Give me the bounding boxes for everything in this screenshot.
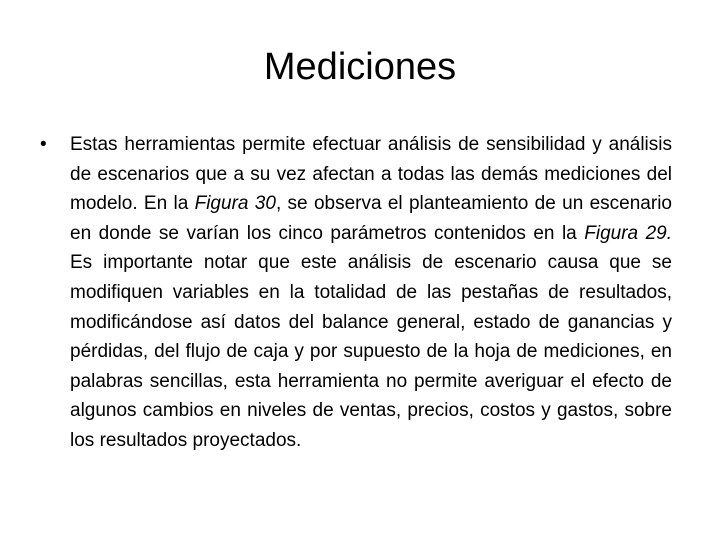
bullet-marker: •	[40, 134, 47, 155]
bullet-item	[40, 130, 672, 456]
bullet-text-part-3: Es importante notar que este análisis de escenario causa que se modifiquen variables en la totalidad de las pestañas de resultados, modificándose así datos del balance general, estado de ganancias y pérdidas, del flujo de caja y por supuesto de la hoja de mediciones, en palabras sencillas, esta herramienta no permite averiguar el efecto de algunos cambios en niveles de ventas, precios, costos y gastos, sobre los resultados proyectados.	[70, 252, 672, 451]
slide-title: Mediciones	[263, 46, 457, 88]
figure-29-reference: Figura 29.	[584, 222, 673, 244]
bullet-text-part-1: Estas herramientas permite efectuar análisis de sensibilidad y análisis de escenarios que a su vez afectan a todas las demás mediciones del modelo. En la	[70, 134, 672, 215]
bullet-text	[70, 130, 672, 456]
bullet-text-part-2: , se observa el planteamiento de un escenario en donde se varían los cinco parámetros contenidos en la	[70, 193, 672, 244]
figure-30-reference: Figura 30	[194, 193, 276, 215]
